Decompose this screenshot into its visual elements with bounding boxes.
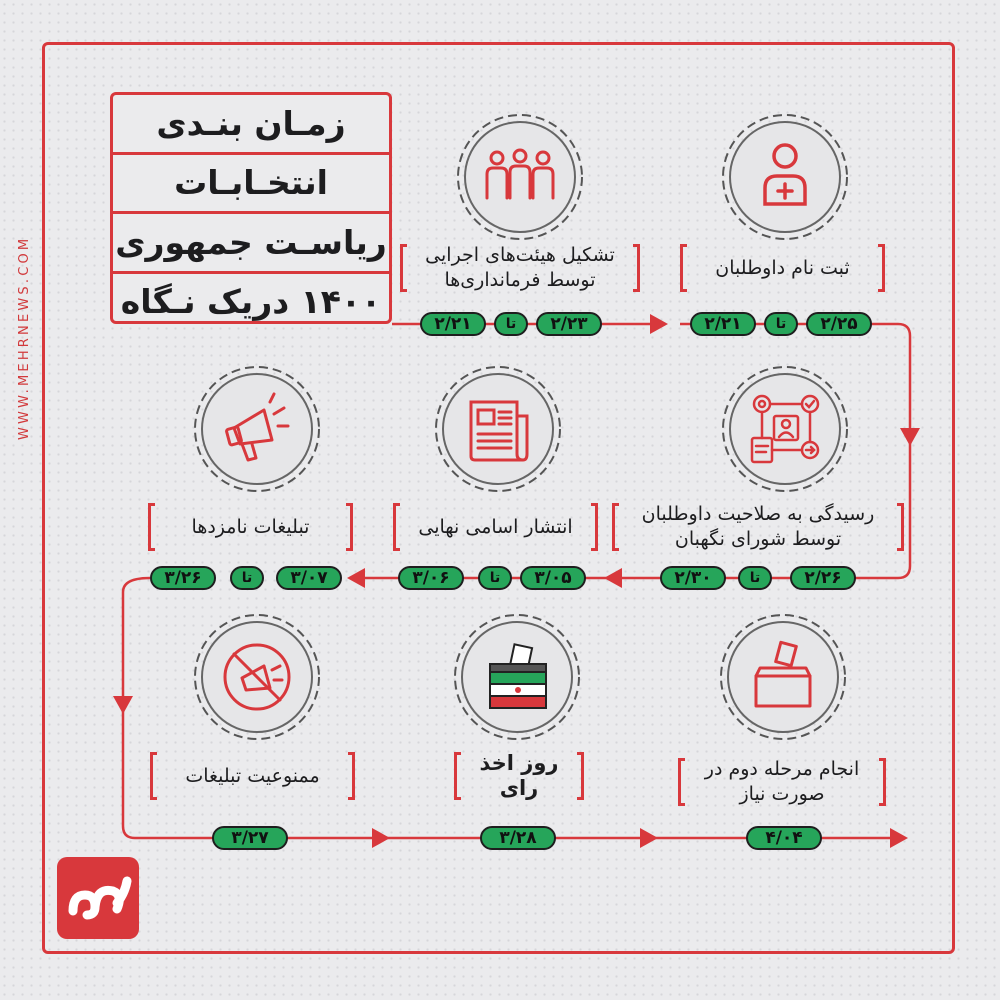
ballot-box-icon — [738, 632, 828, 722]
step-registration-text: ثبت نام داوطلبان — [715, 256, 850, 279]
step-runoff-label — [678, 752, 886, 812]
date-pill: ۳/۲۶ — [150, 566, 216, 590]
title-line-3: ریاسـت جمهوری — [113, 214, 389, 274]
step-review-icon-wrap — [720, 364, 850, 494]
user-add-icon — [740, 132, 830, 222]
date-pill: ۳/۰۷ — [276, 566, 342, 590]
step-publish-label — [393, 497, 598, 557]
step-review-label — [612, 497, 904, 557]
step-campaign-icon-wrap — [192, 364, 322, 494]
no-megaphone-icon — [212, 632, 302, 722]
date-connector: تا — [478, 566, 512, 590]
arrow-right-3 — [640, 828, 658, 848]
arrow-right-1 — [650, 314, 668, 334]
step-committees-label — [400, 238, 640, 298]
title-line-4: ۱۴۰۰ دریک نـگاه — [120, 282, 382, 322]
step-committees-icon-wrap — [455, 112, 585, 242]
arrow-right-4 — [890, 828, 908, 848]
watermark-text: WWW.MEHRNEWS.COM — [17, 235, 32, 440]
date-pill: ۲/۳۰ — [660, 566, 726, 590]
ballot-box-flag-icon — [472, 632, 562, 722]
arrow-right-2 — [372, 828, 390, 848]
logo — [57, 857, 139, 939]
step-review-line1: رسیدگی به صلاحیت داوطلبان — [641, 503, 875, 525]
step-campaign-label — [148, 497, 353, 557]
step-registration-label — [680, 238, 885, 298]
group-people-icon — [475, 132, 565, 222]
step-committees-text — [409, 243, 631, 293]
step-publish-icon-wrap — [433, 364, 563, 494]
step-review-text — [626, 502, 891, 552]
step-committees-line2: توسط فرمانداری‌ها — [444, 269, 596, 291]
step-review-line2: توسط شورای نگهبان — [674, 528, 842, 550]
date-pill: ۲/۲۳ — [536, 312, 602, 336]
step-ban-text: ممنوعیت تبلیغات — [185, 764, 320, 787]
megaphone-icon — [212, 384, 302, 474]
arrow-down-2 — [113, 696, 133, 714]
date-connector: تا — [764, 312, 798, 336]
date-pill: ۲/۲۶ — [790, 566, 856, 590]
date-pill: ۳/۰۶ — [398, 566, 464, 590]
step-runoff-text — [689, 757, 875, 807]
title-line-1: زمـان بنـدی — [113, 95, 389, 155]
date-pill: ۳/۰۵ — [520, 566, 586, 590]
date-connector: تا — [738, 566, 772, 590]
date-connector: تا — [494, 312, 528, 336]
step-publish-text: انتشار اسامی نهایی — [418, 515, 573, 538]
step-vote-icon-wrap — [452, 612, 582, 742]
date-pill: ۴/۰۴ — [746, 826, 822, 850]
date-pill: ۳/۲۷ — [212, 826, 288, 850]
brand-logo-icon — [57, 857, 139, 939]
arrow-left-2 — [347, 568, 365, 588]
step-ban-icon-wrap — [192, 612, 322, 742]
step-registration-icon-wrap — [720, 112, 850, 242]
step-ban-label — [150, 746, 355, 806]
title-block — [110, 92, 392, 324]
review-process-icon — [740, 384, 830, 474]
date-pill: ۲/۲۱ — [690, 312, 756, 336]
step-vote-text: روز اخذ رای — [479, 751, 559, 800]
date-pill: ۳/۲۸ — [480, 826, 556, 850]
date-pill: ۲/۲۵ — [806, 312, 872, 336]
arrow-left-1 — [604, 568, 622, 588]
step-runoff-icon-wrap — [718, 612, 848, 742]
step-campaign-text: تبلیغات نامزدها — [191, 515, 310, 538]
step-vote-label — [454, 746, 584, 806]
arrow-down-1 — [900, 428, 920, 446]
newspaper-icon — [453, 384, 543, 474]
step-runoff-line1: انجام مرحله دوم در — [704, 758, 860, 780]
step-runoff-line2: صورت نیاز — [739, 783, 825, 805]
step-committees-line1: تشکیل هیئت‌های اجرایی — [425, 244, 615, 266]
date-connector: تا — [230, 566, 264, 590]
title-line-2: انتخـابـات — [113, 155, 389, 215]
date-pill: ۲/۲۱ — [420, 312, 486, 336]
